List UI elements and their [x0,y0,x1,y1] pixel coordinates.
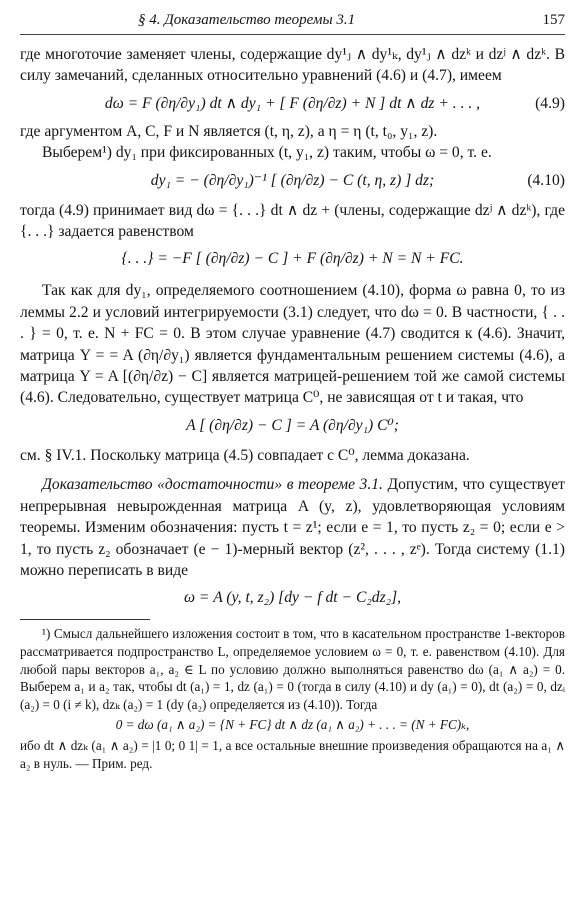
main-text [20,44,565,609]
footnote-conclusion: ибо dt ∧ dzₖ (a₁ ∧ a₂) = |1 0; 0 1| = 1, а все остальные внешние произведения обращаются на a₁ ∧ a₂ в нуль. — Прим. ред. [20,738,565,771]
paragraph-since: Так как для dy₁, определяемого соотношением (4.10), форма ω равна 0, то из леммы 2.2 и условий интегрируемости (3.1) следует, что dω = 0. В частности, { . . . } = 0, т. е. N + FC = 0. В этом случае уравнение (4.7) сводится к (4.6). Значит, матрица Y = = A (∂η/∂y₁) является фундаментальным решением системы (4.6), а матрица Y = A [(∂η/∂z) − C] является матрицей-решением той же самой системы (4.6). Следовательно, существует матрица C⁰, не зависящая от t и такая, что [20,282,565,407]
equation-braces-body: {. . .} = −F [ (∂η/∂z) − C ] + F (∂η/∂z) + N = N + FC. [121,250,464,268]
book-page [20,8,565,896]
footnote-divider [20,619,150,620]
footnote-equation [20,716,565,734]
sufficiency-text: Допустим, что существует непрерывная невырожденная матрица A (y, z), удовлетворяющая условиям теоремы. Изменим обозначения: пусть t = z¹; если e = 1, то пусть z₂ = 0; если e > 1, то пусть z₂ обозначает (e − 1)-мерный вектор (z², . . . , zᵉ). Тогда систему (1.1) можно переписать в виде [20,476,565,579]
equation-4-10-body: dy₁ = − (∂η/∂y₁)⁻¹ [ (∂η/∂z) − C (t, η, z) ] dz; [150,171,435,189]
equation-matrix-c0-body: A [ (∂η/∂z) − C ] = A (∂η/∂y₁) C⁰; [186,416,399,434]
equation-matrix-c0 [20,415,565,439]
paragraph-intro: где многоточие заменяет члены, содержащие dy¹ⱼ ∧ dy¹ₖ, dy¹ⱼ ∧ dzᵏ и dzʲ ∧ dzᵏ. В силу замечаний, сделанных относительно уравнений (4.6) и (4.7), имеем [20,46,565,85]
paragraph-choose: Выберем¹) dy₁ при фиксированных (t, y₁, z) таким, чтобы ω = 0, т. е. [42,144,492,162]
equation-omega-body: ω = A (y, t, z₂) [dy − f dt − C₂dz₂], [183,589,402,607]
paragraph-lemma-proved: см. § IV.1. Поскольку матрица (4.5) совпадает с C⁰, лемма доказана. [20,446,470,464]
page-number: 157 [542,12,565,28]
equation-4-9 [20,93,565,115]
paragraph-sufficiency [20,474,565,581]
footnote [20,625,565,772]
footnote-text: ¹) Смысл дальнейшего изложения состоит в том, что в касательном пространстве 1-векторов рассматривается подпространство L, определяемое условием ω = 0, т. е. равенством (4.10). Для любой пары векторов a₁, a₂ ∈ L по условию должно выполняться равенство dω (a₁ ∧ a₂) = 0. Выберем a₁ и a₂ так, чтобы dt (a₁) = 1, dz (a₁) = 0 (тогда в силу (4.10) и dy (a₁) = 0), dt (a₂) = 0, dzᵢ (a₂) = 0 (i ≠ k), dzₖ (a₂) = 1 (dy (a₂) определяется из (4.10)). Тогда [20,626,565,712]
paragraph-then: тогда (4.9) принимает вид dω = {. . .} dt ∧ dz + (члены, содержащие dzʲ ∧ dzᵏ), где {. . .} задается равенством [20,201,565,241]
equation-4-9-body: dω = F (∂η/∂y₁) dt ∧ dy₁ + [ F (∂η/∂z) + N ] dt ∧ dz + . . . , [104,94,481,112]
equation-braces [20,248,565,272]
equation-4-10-number: (4.10) [527,171,565,189]
header-title: § 4. Доказательство теоремы 3.1 [138,12,356,28]
paragraph-arguments: где аргументом A, C, F и N является (t, η, z), а η = η (t, t₀, y₁, z). [20,122,438,140]
equation-omega [20,587,565,609]
footnote-equation-body: 0 = dω (a₁ ∧ a₂) = {N + FC} dt ∧ dz (a₁ ∧ a₂) + . . . = (N + FC)ₖ, [115,717,470,733]
running-header [20,8,565,35]
equation-4-9-number: (4.9) [535,94,565,112]
equation-4-10 [20,170,565,194]
sufficiency-heading: Доказательство «достаточности» в теореме 3.1. [42,476,383,494]
